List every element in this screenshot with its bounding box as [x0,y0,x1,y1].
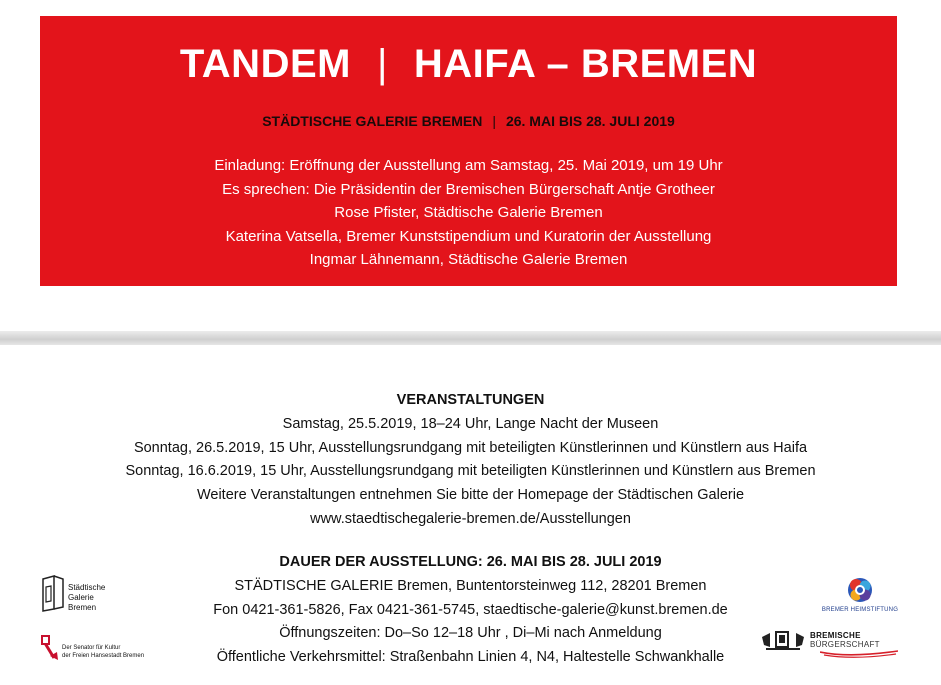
exhibition-title [40,42,897,87]
address-line: STÄDTISCHE GALERIE Bremen, Buntentorsteinweg 112, 28201 Bremen [234,577,707,594]
buergerschaft-crest-icon [760,629,806,653]
invite-line: Rose Pfister, Städtische Galerie Bremen [334,204,603,221]
events-heading: VERANSTALTUNGEN [396,392,545,408]
venue-name: STÄDTISCHE GALERIE BREMEN [262,113,483,129]
title-left: TANDEM [179,42,351,86]
contact-line: Fon 0421-361-5826, Fax 0421-361-5745, staedtische-galerie@kunst.bremen.de [213,601,728,618]
galerie-logo [40,575,130,619]
invite-line: Es sprechen: Die Präsidentin der Bremischen Bürgerschaft Antje Grotheer [222,180,715,198]
buergerschaft-logo [760,627,900,661]
subline-separator: | [492,113,496,129]
section-divider [0,331,941,345]
transport-line: Öffentliche Verkehrsmittel: Straßenbahn Linien 4, N4, Haltestelle Schwankhalle [216,649,725,666]
events-section [0,389,941,532]
invite-line: Ingmar Lähnemann, Städtische Galerie Bremen [309,251,628,268]
heimstiftung-emblem-icon [845,575,875,605]
heimstiftung-logo [812,575,908,621]
duration-heading: DAUER DER AUSSTELLUNG: 26. MAI BIS 28. JULI 2019 [279,554,662,570]
venue-dates-line [40,113,897,129]
senator-logo [40,634,170,664]
buergerschaft-wave-icon [820,649,898,659]
opening-hours-line: Öffnungszeiten: Do–So 12–18 Uhr , Di–Mi nach Anmeldung [279,625,662,642]
invitation-text [40,154,897,272]
invite-line: Einladung: Eröffnung der Ausstellung am Samstag, 25. Mai 2019, um 19 Uhr [214,157,723,174]
title-right: HAIFA – BREMEN [413,42,758,86]
event-line: Sonntag, 26.5.2019, 15 Uhr, Ausstellungsrundgang mit beteiligten Künstlerinnen und Künstlern aus Haifa [133,439,808,456]
galerie-logo-line: Bremen [68,603,97,612]
event-line: Samstag, 25.5.2019, 18–24 Uhr, Lange Nacht der Museen [282,415,659,432]
galerie-logo-line: Städtische [68,583,106,592]
header-banner [40,16,897,286]
heimstiftung-label: BREMER HEIMSTIFTUNG [821,607,899,613]
event-line: Weitere Veranstaltungen entnehmen Sie bitte der Homepage der Städtischen Galerie [196,487,745,504]
exhibition-dates: 26. MAI BIS 28. JULI 2019 [505,113,675,129]
senator-logo-line: Der Senator für Kultur [62,645,121,651]
website-link[interactable]: www.staedtischegalerie-bremen.de/Ausstellungen [310,510,631,527]
buergerschaft-label-bottom: BÜRGERSCHAFT [810,640,880,649]
bremen-key-icon [40,634,60,662]
senator-logo-line: der Freien Hansestadt Bremen [62,652,145,659]
buergerschaft-label-top: BREMISCHE [810,631,861,640]
event-line: Sonntag, 16.6.2019, 15 Uhr, Ausstellungsrundgang mit beteiligten Künstlerinnen und Künstlern aus Bremen [125,463,816,480]
title-separator: | [376,42,388,86]
invite-line: Katerina Vatsella, Bremer Kunststipendium und Kuratorin der Ausstellung [225,227,712,245]
galerie-logo-line: Galerie [68,593,94,602]
galerie-building-icon [40,575,66,613]
